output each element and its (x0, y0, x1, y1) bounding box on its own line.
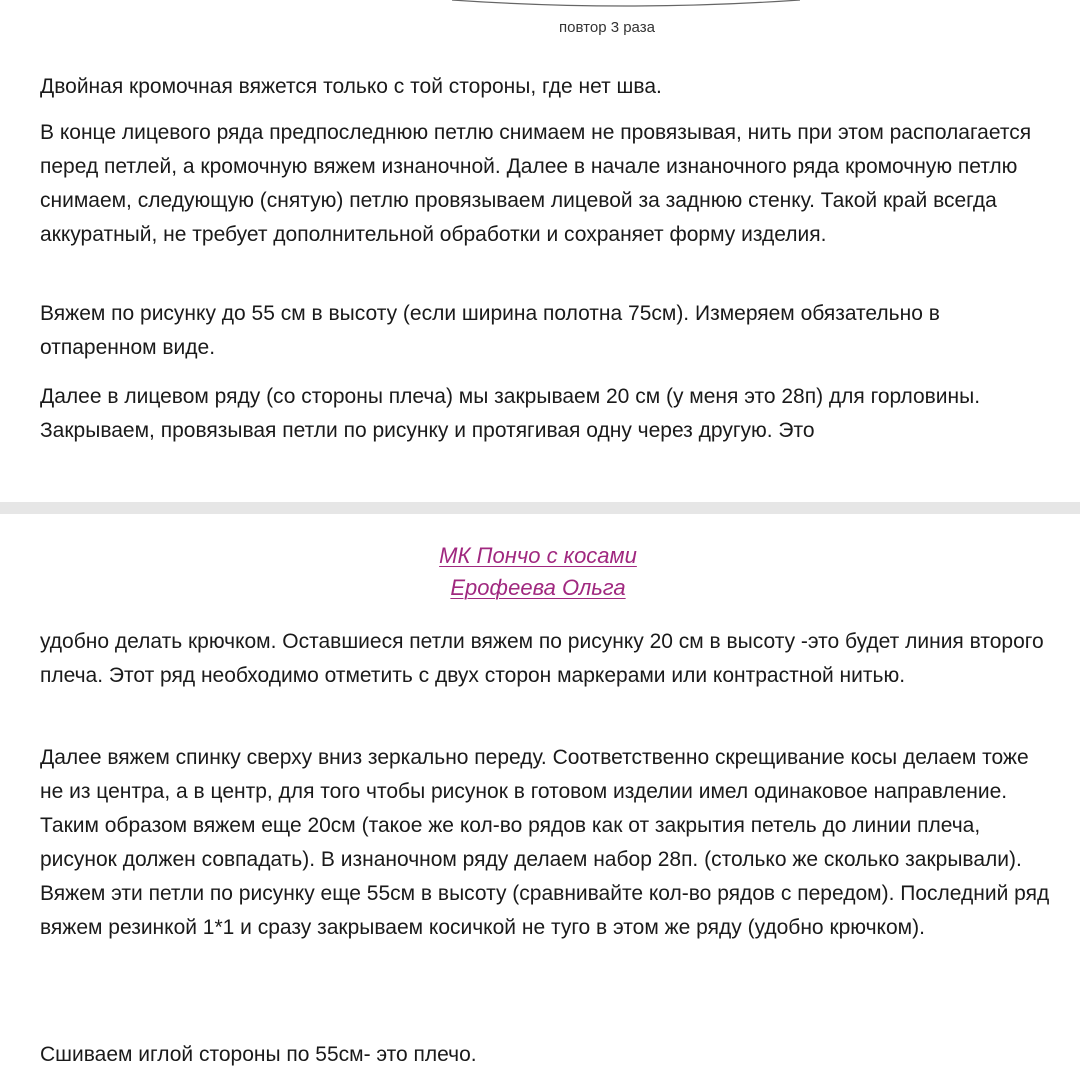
header-title: МК Пончо с косами (439, 543, 637, 568)
page-separator (0, 502, 1080, 514)
header-author: Ерофеева Ольга (450, 575, 626, 600)
paragraph-back-knitting: Далее вяжем спинку сверху вниз зеркально переду. Соответственно скрещивание косы делаем тоже не из центра, а в центр, для того чтобы рисунок в готовом изделии имел одинаковое направление. Таким образом вяжем еще 20см (такое же кол-во рядов как от закрытия петель до линии плеча, рисунок должен совпадать). В изнаночном ряду делаем набор 28п. (столько же сколько закрывали). Вяжем эти петли по рисунку еще 55см в высоту (сравнивайте кол-во рядов с передом). Последний ряд вяжем резинкой 1*1 и сразу закрываем косичкой не туго в этом же ряду (удобно крючком). (40, 746, 1050, 939)
paragraph-double-edge: Двойная кромочная вяжется только с той стороны, где нет шва. (40, 75, 662, 98)
paragraph-second-shoulder: удобно делать крючком. Оставшиеся петли вяжем по рисунку 20 см в высоту -это будет линия второго плеча. Этот ряд необходимо отметить с двух сторон маркерами или контрастной нитью. (40, 630, 1044, 687)
page-header (0, 540, 1076, 604)
pattern-diagram-bracket (452, 0, 800, 8)
document-page-bottom (0, 514, 1080, 1080)
paragraph-sewing: Сшиваем иглой стороны по 55см- это плечо. (40, 1043, 477, 1066)
paragraph-neckline: Далее в лицевом ряду (со стороны плеча) мы закрываем 20 см (у меня это 28п) для горловины. Закрываем, провязывая петли по рисунку и протягивая одну через другую. Это (40, 385, 981, 442)
document-page-top (0, 0, 1080, 502)
paragraph-edge-technique: В конце лицевого ряда предпоследнюю петлю снимаем не провязывая, нить при этом располагается перед петлей, а кромочную вяжем изнаночной. Далее в начале изнаночного ряда кромочную петлю снимаем, следующую (снятую) петлю провязываем лицевой за заднюю стенку. Такой край всегда аккуратный, не требует дополнительной обработки и сохраняет форму изделия. (40, 121, 1032, 246)
diagram-caption: повтор 3 раза (559, 19, 655, 36)
paragraph-knit-height: Вяжем по рисунку до 55 см в высоту (если ширина полотна 75см). Измеряем обязательно в отпаренном виде. (40, 302, 940, 359)
